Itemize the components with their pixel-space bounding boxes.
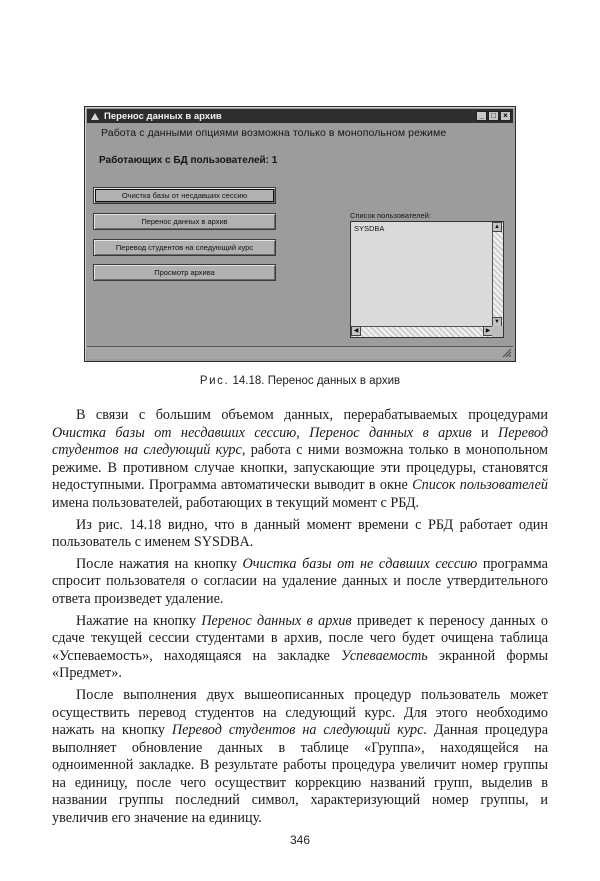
horizontal-scrollbar[interactable] bbox=[351, 326, 493, 337]
clean-database-button[interactable]: Очистка базы от несдавших сессию bbox=[93, 187, 276, 204]
paragraph-1: В связи с большим объемом данных, перерабатываемых процедурами Очистка базы от несдавших сессию, Перенос данных в архив и Перевод студентов на следующий курс, работа с ними возможна только в монопольном режиме. В противном случае кнопки, запускающие эти процедуры, становятся недоступными. Программа автоматически выводит в окне Список пользователей имена пользователей, работающих в текущий момент с РБД. bbox=[52, 407, 549, 511]
caption-number: 14.18. bbox=[232, 375, 265, 387]
paragraph-2: Из рис. 14.18 видно, что в данный момент времени с РБД работает один пользователь с именем SYSDBA. bbox=[52, 516, 548, 551]
scroll-corner bbox=[492, 326, 503, 337]
caption-text: Перенос данных в архив bbox=[267, 375, 401, 387]
maximize-button[interactable]: □ bbox=[488, 111, 499, 121]
figure-caption bbox=[0, 375, 600, 387]
resize-grip-icon[interactable] bbox=[502, 348, 512, 358]
scroll-down-icon[interactable]: ▼ bbox=[492, 317, 502, 327]
users-count-label: Работающих с БД пользователей: 1 bbox=[99, 155, 278, 166]
exclusive-mode-warning: Работа с данными опциями возможна только в монопольном режиме bbox=[101, 127, 447, 139]
promote-students-button[interactable]: Перевод студентов на следующий курс bbox=[93, 239, 276, 256]
window-title: Перенос данных в архив bbox=[104, 110, 222, 122]
users-listbox[interactable] bbox=[350, 221, 504, 338]
page-number: 346 bbox=[289, 833, 311, 847]
list-item[interactable]: SYSDBA bbox=[354, 224, 385, 233]
caption-label: Рис. bbox=[199, 375, 230, 387]
view-archive-button[interactable]: Просмотр архива bbox=[93, 264, 276, 281]
archive-window bbox=[84, 106, 516, 362]
title-bar[interactable] bbox=[87, 109, 513, 123]
scroll-right-icon[interactable]: ▶ bbox=[483, 326, 493, 336]
paragraph-4: Нажатие на кнопку Перенос данных в архив приведет к переносу данных о сдаче текущей сессии студентами в архив, после чего будет очищена таблица «Успеваемость», находящаяся на закладке Успеваемость экранной формы «Предмет». bbox=[52, 612, 549, 682]
scroll-left-icon[interactable]: ◀ bbox=[351, 326, 361, 336]
status-bar bbox=[87, 346, 513, 359]
archive-transfer-button[interactable]: Перенос данных в архив bbox=[93, 213, 276, 230]
paragraph-5: После выполнения двух вышеописанных процедур пользователь может осуществить перевод студентов на следующий курс. Для этого необходимо нажать на кнопку Перевод студентов на следующий курс. Данная процедура выполняет обновление данных в таблице «Группа», находящейся на одноименной закладке. В результате работы процедура увеличит номер группы на единицу, после чего осуществит коррекцию названий групп, выделив в названии группы последний символ, характеризующий номер группы, и увеличив его значение на единицу. bbox=[52, 686, 549, 827]
minimize-button[interactable]: _ bbox=[476, 111, 487, 121]
body-text bbox=[52, 407, 548, 832]
users-list-label: Список пользователей: bbox=[350, 211, 431, 220]
app-icon bbox=[89, 111, 101, 121]
paragraph-3: После нажатия на кнопку Очистка базы от не сдавших сессию программа спросит пользователя о согласии на удаление данных и после утвердительного ответа произведет удаление. bbox=[52, 555, 548, 607]
scroll-up-icon[interactable]: ▲ bbox=[492, 222, 502, 232]
vertical-scrollbar[interactable] bbox=[492, 222, 503, 327]
close-button[interactable]: × bbox=[500, 111, 511, 121]
